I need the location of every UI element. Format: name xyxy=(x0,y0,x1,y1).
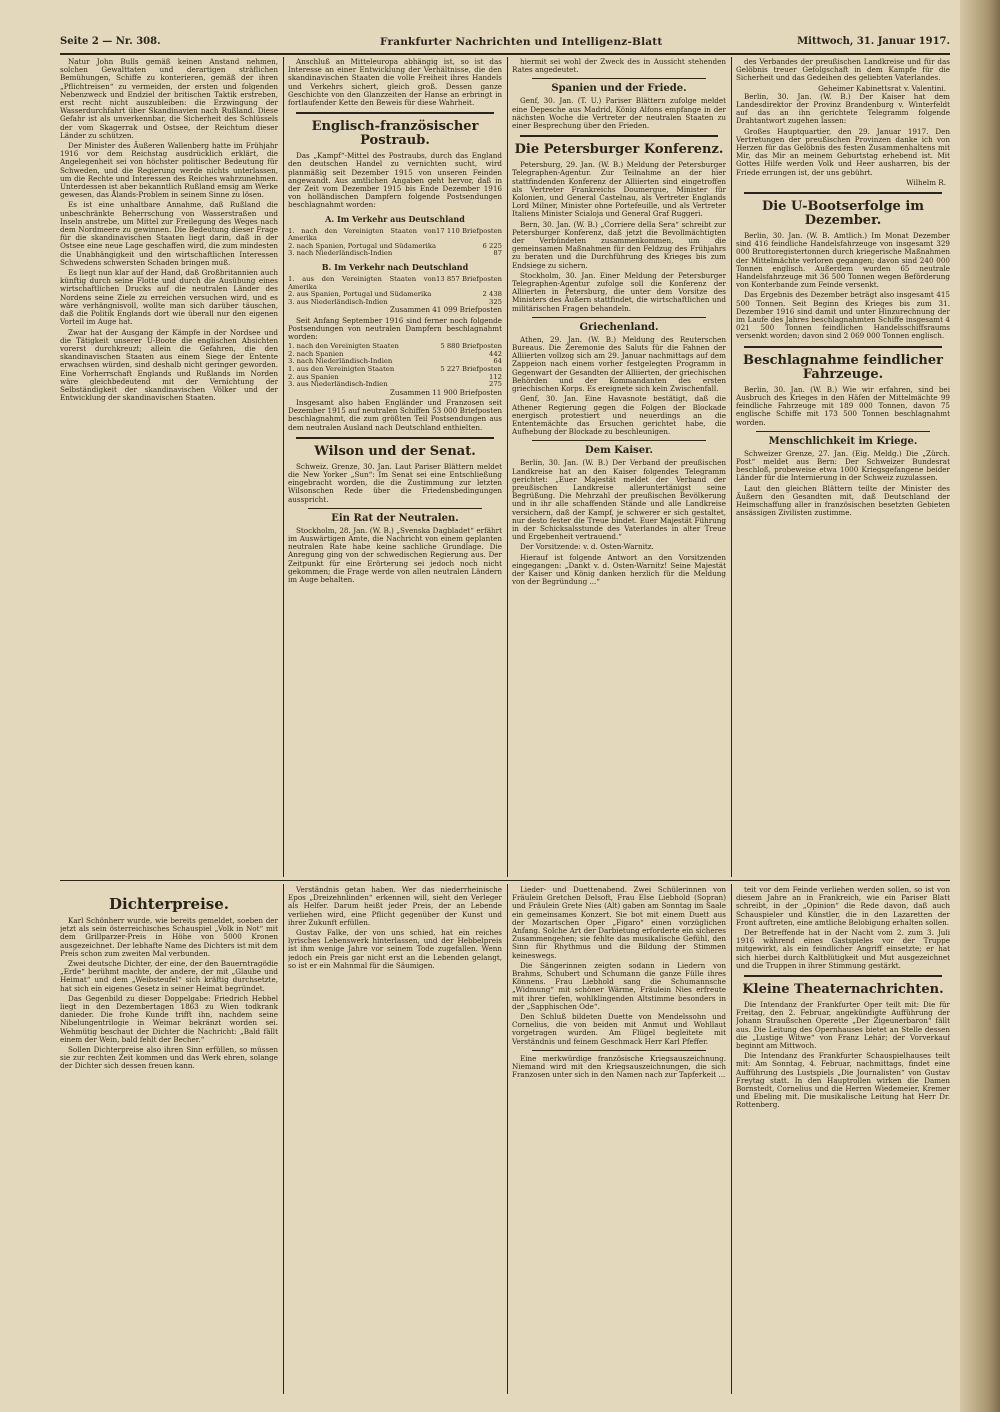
paragraph: Petersburg, 29. Jan. (W. B.) Meldung der Petersburger Telegraphen-Agentur. Zur Teilnahme an der hier stattfindenden Konferenz der Alliierten sind eingetroffen als Vertreter Frankreichs Doumergue, Minister für Kolonien, und General Castelnau, als Vertreter Englands Lord Milner, Minister ohne Portefeuille, und als Vertreter Italiens Minister Scialoja und General Graf Ruggeri. xyxy=(512,160,726,219)
column-rule xyxy=(283,57,284,877)
paragraph: Zwar hat der Ausgang der Kämpfe in der Nordsee und die Tätigkeit unserer U-Boote die englischen Absichten vorerst durchkreuzt; allein die Gefahren, die den skandinavischen Staaten aus einem Siege der Entente erwachsen würden, sind deshalb nicht geringer geworden. Eine Vorherrschaft Englands und Rußlands im Norden wäre gleichbedeutend mit der Vernichtung der Selbständigkeit der skandinavischen Völker und der Entwicklung der skandinavischen Staaten. xyxy=(60,327,278,403)
header-rule xyxy=(60,53,950,55)
paragraph: Großes Hauptquartier, den 29. Januar 1917. Den Vertretungen der preußischen Provinzen danke ich von Herzen für das Gelöbnis des festen Zusammenhaltens mit Mir, das Mir an meinem Geburtstag erhebend ist. Mit Gottes Hilfe werden Volk und Heer ausharren, bis der Friede errungen ist, der uns gebührt. xyxy=(736,126,950,177)
divider xyxy=(520,135,718,137)
divider xyxy=(532,78,706,79)
divider xyxy=(744,192,942,194)
divider xyxy=(532,440,706,441)
paragraph: Das Ergebnis des Dezember beträgt also insgesamt 415 500 Tonnen. Seit Beginn des Krieges bis zum 31. Dezember 1916 sind damit und unter Hinzurechnung der im Laufe des Jahres beschlagnahmten Schiffe insgesamt 4 021 500 Tonnen feindlichen Handelsschiffsraums versenkt worden; davon sind 2 069 000 Tonnen englisch. xyxy=(736,290,950,341)
column-rule xyxy=(731,57,732,877)
divider xyxy=(308,508,482,509)
table-row: 2. aus Spanien 112 xyxy=(288,372,502,381)
table-row: 3. aus Niederländisch-Indien 275 xyxy=(288,380,502,389)
paragraph: hiermit sei wohl der Zweck des in Aussicht stehenden Rates angedeutet. xyxy=(512,58,726,75)
column-rule xyxy=(507,884,508,1394)
divider xyxy=(296,437,494,439)
paragraph: Der Vorsitzende: v. d. Osten-Warnitz. xyxy=(520,542,654,552)
paragraph: teit vor dem Feinde verliehen werden sollen, so ist von diesem Jahre an in Frankreich, wie ein Pariser Blatt schreibt, in der „Opinion“ die Rede davon, daß auch Schauspieler und Künstler, die in den Lazaretten der Front auftreten, eine amtliche Belobigung erhalten sollen. xyxy=(736,886,950,927)
paragraph: Genf, 30. Jan. Eine Havasnote bestätigt, daß die Athener Regierung gegen die Folgen der Blockade energisch protestiert und neuerdings an die Ententemächte das Ersuchen gerichtet habe, die Aufhebung der Blockade zu beschleunigen. xyxy=(512,394,726,437)
postal-table-a xyxy=(288,228,502,258)
paragraph: Laut den gleichen Blättern teilte der Minister des Äußern den Gesandten mit, daß Deutschland der Heimschaffung aller in französischen besetzten Gebieten ansässigen Zivilisten zustimme. xyxy=(736,483,950,518)
paragraph: Seit Anfang September 1916 sind ferner noch folgende Postsendungen von neutralen Dampfern beschlagnahmt worden: xyxy=(288,315,502,341)
postal-table-c xyxy=(288,343,502,389)
headline-uboot: Die U-Bootserfolge im Dezember. xyxy=(761,199,925,229)
headline-spanien: Spanien und der Friede. xyxy=(551,83,687,95)
paragraph: Stockholm, 30. Jan. Einer Meldung der Petersburger Telegraphen-Agentur zufolge soll die Konferenz der Alliierten in Petersburg, die unter dem Vorsitze des Ministers des Äußern stattfindet, die wirtschaftlichen und militärischen Fragen behandeln. xyxy=(512,270,726,313)
headline-dichterpreise: Dichterpreise. xyxy=(109,895,229,913)
paragraph: Verständnis getan haben. Wer das niederrheinische Epos „Dreizehnlinden“ erkennen will, sieht den Verleger als Helfer. Darum heißt jeder Preis, der an Lebende verliehen wird, eine Pflicht gegenüber der Kunst und ihrer Zukunft erfüllen. xyxy=(288,886,502,927)
paragraph: Eine merkwürdige französische Kriegsauszeichnung. Niemand wird mit den Kriegsauszeichnungen, die sich Franzosen unter sich in den Namen nach zur Tapferkeit ... xyxy=(512,1053,726,1080)
table-heading: A. Im Verkehr aus Deutschland xyxy=(325,213,465,224)
paragraph: Das Gegenbild zu dieser Doppelgabe: Friedrich Hebbel liegt in den Dezembertagen 1863 zu Wien todkrank danieder. Die frohe Kunde trifft ihn, nachdem seine Nibelungentrilogie in Weimar bekränzt worden sei. Wehmütig beschaut der Dichter die Nachricht: „Bald fällt einem der Wein, bald fehlt der Becher.“ xyxy=(60,993,278,1044)
feuilleton-column-4 xyxy=(736,886,950,1396)
postal-table-b xyxy=(288,276,502,306)
masthead: Frankfurter Nachrichten und Intelligenz-Blatt xyxy=(380,36,663,48)
paragraph: Es ist eine unhaltbare Annahme, daß Rußland die unbeschränkte Beherrschung von Wasserstraßen und Inseln anstrebe, um Mittel zur Freilegung des Weges nach dem Nordmeere zu gewinnen. Die Bedeutung dieser Frage für die skandinavischen Staaten liegt darin, daß in der Ostsee eine neue Lage geschaffen wird, die zum mindesten die Unabhängigkeit und den wirtschaftlichen Interessen Schwedens schwersten Schaden bringen muß. xyxy=(60,200,278,267)
paragraph: Die Intendanz der Frankfurter Oper teilt mit: Die für Freitag, den 2. Februar, angekündigte Aufführung der Johann Straußschen Operette „Der Zigeunerbaron“ fällt aus. Die Leitung des Opernhauses bietet an Stelle dessen die „Lustige Witwe“ von Franz Lehár; der Vorverkauf beginnt am Mittwoch. xyxy=(736,1000,950,1051)
divider xyxy=(744,346,942,348)
paragraph: Bern, 30. Jan. (W. B.) „Corriere della Sera“ schreibt zur Petersburger Konferenz, daß jetzt die Bevollmächtigten der Verbündeten zusammenkommen, um die gemeinsamen Maßnahmen für den Feldzug des Frühjahrs zu beraten und die Durchführung des Krieges bis zum Endsiege zu sichern. xyxy=(512,219,726,270)
feuilleton-column-1 xyxy=(60,886,278,1396)
table-row: 1. aus den Vereinigten Staaten von Amerika 13 857 Briefposten xyxy=(288,275,502,291)
paragraph: Die Sängerinnen zeigten sodann in Liedern von Brahms, Schubert und Schumann die ganze Fülle ihres Könnens. Frau Liebhold sang die Schumannsche „Widmung“ mit schöner Wärme, Fräulein Nies erfreute mit ihrer tiefen, wohlklingenden Altstimme besonders in der „Sapphischen Ode“. xyxy=(512,960,726,1011)
paragraph: des Verbandes der preußischen Landkreise und für das Gelöbnis treuer Gefolgschaft in dem Kampfe für die Sicherheit und das Gedeihen des geliebten Vaterlandes. xyxy=(736,58,950,83)
paragraph: Natur John Bulls gemäß keinen Anstand nehmen, solchen Gewalttaten und derartigen sträflichen Bemühungen, Schiffe zu konterieren, gemäß der ihren „Pflichtreisen“ zu vermeiden, der ersten und folgenden Nebenzweck und Endziel der britischen Taktik erstreben, erst recht nicht auszubleiben: die Erzwingung der Wasserdurchfahrt über Skandinavien nach Rußland. Diese Gefahr ist als unverkennbar, die Sicherheit des Schlüssels der vom Skagerrak und Ostsee, der Reichtum dieser Länder zu schützen. xyxy=(60,58,278,140)
divider xyxy=(744,975,942,977)
paragraph: Berlin, 30. Jan. (W. B.) Der Kaiser hat dem Landesdirektor der Provinz Brandenburg v. Winterfeldt auf das an ihn gerichtete Telegramm folgende Drahtantwort zugehen lassen: xyxy=(736,91,950,126)
book-binding-shadow xyxy=(960,0,1000,1412)
table-row: 2. aus Spanien, Portugal und Südamerika 2 438 xyxy=(288,290,502,299)
headline-griechenland: Griechenland. xyxy=(579,321,659,333)
signature: Geheimer Kabinettsrat v. Valentini. xyxy=(818,83,946,93)
divider xyxy=(532,317,706,318)
table-row: 1. nach den Vereinigten Staaten 5 880 Briefposten xyxy=(288,342,502,351)
divider xyxy=(756,431,930,432)
signature: Wilhelm R. xyxy=(906,177,946,187)
column-rule xyxy=(507,57,508,877)
headline-rat: Ein Rat der Neutralen. xyxy=(331,512,459,524)
table-row: 2. nach Spanien, Portugal und Südamerika 6 225 xyxy=(288,241,502,250)
paragraph: Den Schluß bildeten Duette von Mendelssohn und Cornelius, die von beiden mit Anmut und Wohllaut vorgetragen wurden. Am Flügel begleitete mit Verständnis und feinem Geschmack Herr Karl Pfeffer. xyxy=(512,1012,726,1046)
paragraph: Anschluß an Mitteleuropa abhängig ist, so ist das Interesse an einer Entwicklung der Verhältnisse, die den skandinavischen Staaten die volle Freiheit ihres Handels und Verkehrs sichert, gleich groß. Dessen ganze Geschichte von den Glanzzeiten der Hanse an erbringt in fortlaufender Kette den Beweis für diese Wahrheit. xyxy=(288,58,502,108)
headline-menschlichkeit: Menschlichkeit im Kriege. xyxy=(768,435,918,447)
headline-postraub: Englisch-französischer Postraub. xyxy=(311,119,479,149)
paragraph: Berlin, 30. Jan. (W. B.) Wie wir erfahren, sind bei Ausbruch des Krieges in den Häfen der Mittelmächte 99 feindliche Fahrzeuge mit 189 000 Tonnen, davon 75 englische Schiffe mit 173 500 Tonnen beschlagnahmt worden. xyxy=(736,384,950,427)
table-row: 1. nach den Vereinigten Staaten von Amerika 17 110 Briefposten xyxy=(288,226,502,243)
headline-wilson: Wilson und der Senat. xyxy=(314,443,476,459)
table-total: Zusammen 41 099 Briefposten xyxy=(389,305,502,315)
feuilleton-column-3 xyxy=(512,886,726,1396)
paragraph: Schweiz. Grenze, 30. Jan. Laut Pariser Blättern meldet die New Yorker „Sun“: Im Senat sei eine Entschließung eingebracht worden, die die Zustimmung zur letzten Wilsonschen Rede über die Friedensbedingungen ausspricht. xyxy=(288,461,502,504)
column-rule xyxy=(283,884,284,1394)
table-row: 3. nach Niederländisch-Indien 87 xyxy=(288,249,502,258)
headline-kaiser: Dem Kaiser. xyxy=(585,445,653,457)
paragraph: Insgesamt also haben Engländer und Franzosen seit Dezember 1915 auf neutralen Schiffen 53 000 Briefposten beschlagnahmt, die zum größten Teil Postsendungen aus dem neutralen Ausland nach Deutschland enthielten. xyxy=(288,397,502,432)
divider xyxy=(532,1050,706,1051)
paragraph: Lieder- und Duettenabend. Zwei Schülerinnen von Fräulein Gretchen Delsoft, Frau Else Liebhold (Sopran) und Fräulein Grete Nies (Alt) gaben am Sonntag im Saale ein gemeinsames Konzert. Sie bot mit einem Duett aus der Mozartschen Oper „Figaro“ einen vorzüglichen Anfang. Solche Art der Darbietung erforderte ein sicheres Zusammengehen; sie fehlte das musikalische Gefühl, den Sinn für Rhythmus und die Bildung der Stimmen keineswegs. xyxy=(512,886,726,960)
article-column-1 xyxy=(60,58,278,876)
headline-beschlagnahme: Beschlagnahme feindlicher Fahrzeuge. xyxy=(743,352,943,382)
paragraph: Der Betreffende hat in der Nacht vom 2. zum 3. Juli 1916 während eines Gastspieles vor der Truppe mitgewirkt, als ein feindlicher Angriff einsetzte; er hat sich hierbei durch Kaltblütigkeit und Mut ausgezeichnet und die Truppen in ihrer Stimmung gestärkt. xyxy=(736,928,950,970)
paragraph: Gustav Falke, der von uns schied, hat ein reiches lyrisches Lebenswerk hinterlassen, und der Hebbelpreis ist ihm wenige Jahre vor seinem Tode zugefallen. Wenn jedoch ein Preis gar nicht erst an die Lebenden gelangt, so ist er ein Mahnmal für die Säumigen. xyxy=(288,928,502,970)
paragraph: Der Minister des Äußeren Wallenberg hatte im Frühjahr 1916 vor dem Reichstag ausdrücklich erklärt, die Angelegenheit sei von höchster politischer Bedeutung für Schweden, und die Regierung werde nichts unterlassen, um die Rechte und Interessen des Reiches wahrzunehmen. Unterdessen ist aber bekanntlich Rußland emsig am Werke gewesen, das Ålands-Problem in seinem Sinne zu lösen. xyxy=(60,141,278,200)
paragraph: Die Intendanz des Frankfurter Schauspielhauses teilt mit: Am Sonntag, 4. Februar, nachmittags, findet eine Aufführung des Lustspiels „Die Journalisten“ von Gustav Freytag statt. In den Hauptrollen wirken die Damen Bornstedt, Cornelius und die Herren Wiedemeier, Kremer und Ebeling mit. Die musikalische Leitung hat Herr Dr. Rottenberg. xyxy=(736,1051,950,1110)
article-column-4 xyxy=(736,58,950,876)
table-row: 3. aus Niederländisch-Indien 325 xyxy=(288,297,502,306)
section-rule xyxy=(60,880,950,881)
headline-petersburg: Die Petersburger Konferenz. xyxy=(514,142,724,158)
table-total: Zusammen 11 900 Briefposten xyxy=(389,387,502,397)
paragraph: Karl Schönherr wurde, wie bereits gemeldet, soeben der jetzt als sein österreichisches Schauspiel „Volk in Not“ mit dem Grillparzer-Preis in Höhe von 5000 Kronen ausgezeichnet. Der lebhafte Name des Dichters ist mit dem Preis schon zum zweiten Mal verbunden. xyxy=(60,916,278,958)
page-number: Seite 2 — Nr. 308. xyxy=(60,36,161,47)
paragraph: Stockholm, 28. Jan. (W. B.) „Svenska Dagbladet“ erfährt im Auswärtigen Amte, die Nachricht von einem geplanten neutralen Rate habe keine sachliche Grundlage. Die Anregung ging von der schwedischen Regierung aus. Der Zeitpunkt für eine Erörterung sei jedoch noch nicht gekommen; die Frage werde von allen neutralen Ländern im Auge behalten. xyxy=(288,525,502,585)
paragraph: Athen, 29. Jan. (W. B.) Meldung des Reuterschen Bureaus. Die Zeremonie des Saluts für die Fahnen der Alliierten vollzog sich am 29. Januar nachmittags auf dem Zappeion nach einem vorher festgelegten Programm in Gegenwart der Gesandten der Alliierten, der griechischen Behörden und der Kommandanten des ersten griechischen Korps. Es ereignete sich kein Zwischenfall. xyxy=(512,334,726,394)
article-column-2 xyxy=(288,58,502,876)
table-row: 1. aus den Vereinigten Staaten 5 227 Briefposten xyxy=(288,364,502,373)
divider xyxy=(296,112,494,114)
table-row: 3. nach Niederländisch-Indien 64 xyxy=(288,357,502,366)
issue-date: Mittwoch, 31. Januar 1917. xyxy=(797,36,950,47)
column-rule xyxy=(731,884,732,1394)
headline-theater: Kleine Theaternachrichten. xyxy=(742,982,944,998)
paragraph: Hierauf ist folgende Antwort an den Vorsitzenden eingegangen: „Dankt v. d. Osten-Warnitz! Seine Majestät der Kaiser und König danken herzlich für die Meldung von der Begründung ...“ xyxy=(512,552,726,587)
paragraph: Es liegt nun klar auf der Hand, daß Großbritannien auch künftig durch seine Flotte und durch die Ausübung eines wirtschaftlichen Drucks auf die neutralen Länder des Nordens seine Ziele zu erreichen versuchen wird, und es wäre verhängnisvoll, wollte man sich darüber täuschen, daß die Politik Englands dort wie überall nur den eigenen Vorteil im Auge hat. xyxy=(60,268,278,327)
paragraph: Genf, 30. Jan. (T. U.) Pariser Blättern zufolge meldet eine Depesche aus Madrid, König Alfons empfange in der nächsten Woche die Vertreter der neutralen Staaten zu einer Besprechung über den Frieden. xyxy=(512,96,726,131)
paragraph: Zwei deutsche Dichter, der eine, der den Bauerntragödie „Erde“ berühmt machte, der andere, der mit „Glaube und Heimat“ und dem „Weibsteufel“ sich kräftig durchsetzte, hat sich ein eigenes Gesetz in seiner Heimat begründet. xyxy=(60,959,278,993)
article-column-3 xyxy=(512,58,726,876)
feuilleton-column-2 xyxy=(288,886,502,1396)
paragraph: Schweizer Grenze, 27. Jan. (Eig. Meldg.) Die „Zürch. Post“ meldet aus Bern: Der Schweizer Bundesrat beschloß, probeweise etwa 1000 Kriegsgefangene beider Länder für die Internierung in der Schweiz zuzulassen. xyxy=(736,448,950,483)
paragraph: Berlin, 30. Jan. (W. B. Amtlich.) Im Monat Dezember sind 416 feindliche Handelsfahrzeuge von insgesamt 329 000 Bruttoregistertonnen durch kriegerische Maßnahmen der Mittelmächte verloren gegangen; davon sind 240 000 Tonnen englisch. Außerdem wurden 65 neutrale Handelsfahrzeuge mit 36 500 Tonnen wegen Beförderung von Konterbande zum Feinde versenkt. xyxy=(736,231,950,290)
paragraph: Berlin, 30. Jan. (W. B.) Der Verband der preußischen Landkreise hat an den Kaiser folgendes Telegramm gerichtet: „Euer Majestät meldet der Verband der preußischen Landkreise alleruntertänigst seine Begrüßung. Die Mehrzahl der preußischen Bevölkerung und in ihr alle schaffenden Stände und alle Landkreise versichern, daß der Kampf, je schwerer er sich gestaltet, nur desto fester die Treue bindet. Euer Majestät Führung in der Schicksalsstunde des Vaterlandes in alter Treue und Ergebenheit vertrauend.“ xyxy=(512,458,726,542)
table-heading: B. Im Verkehr nach Deutschland xyxy=(321,262,469,273)
paragraph: Sollen Dichterpreise also ihren Sinn erfüllen, so müssen sie zur rechten Zeit kommen und das Werk ehren, solange der Dichter sich dessen freuen kann. xyxy=(60,1045,278,1071)
page-header xyxy=(60,32,950,52)
paragraph: Das „Kampf“-Mittel des Postraubs, durch das England den deutschen Handel zu vernichten sucht, wird planmäßig seit Dezember 1915 von unseren Feinden angewandt. Aus amtlichen Angaben geht hervor, daß in der Zeit vom Dezember 1915 bis Ende Dezember 1916 von holländischen Dampfern folgende Postsendungen beschlagnahmt worden: xyxy=(288,151,502,210)
table-row: 2. nach Spanien 442 xyxy=(288,349,502,358)
